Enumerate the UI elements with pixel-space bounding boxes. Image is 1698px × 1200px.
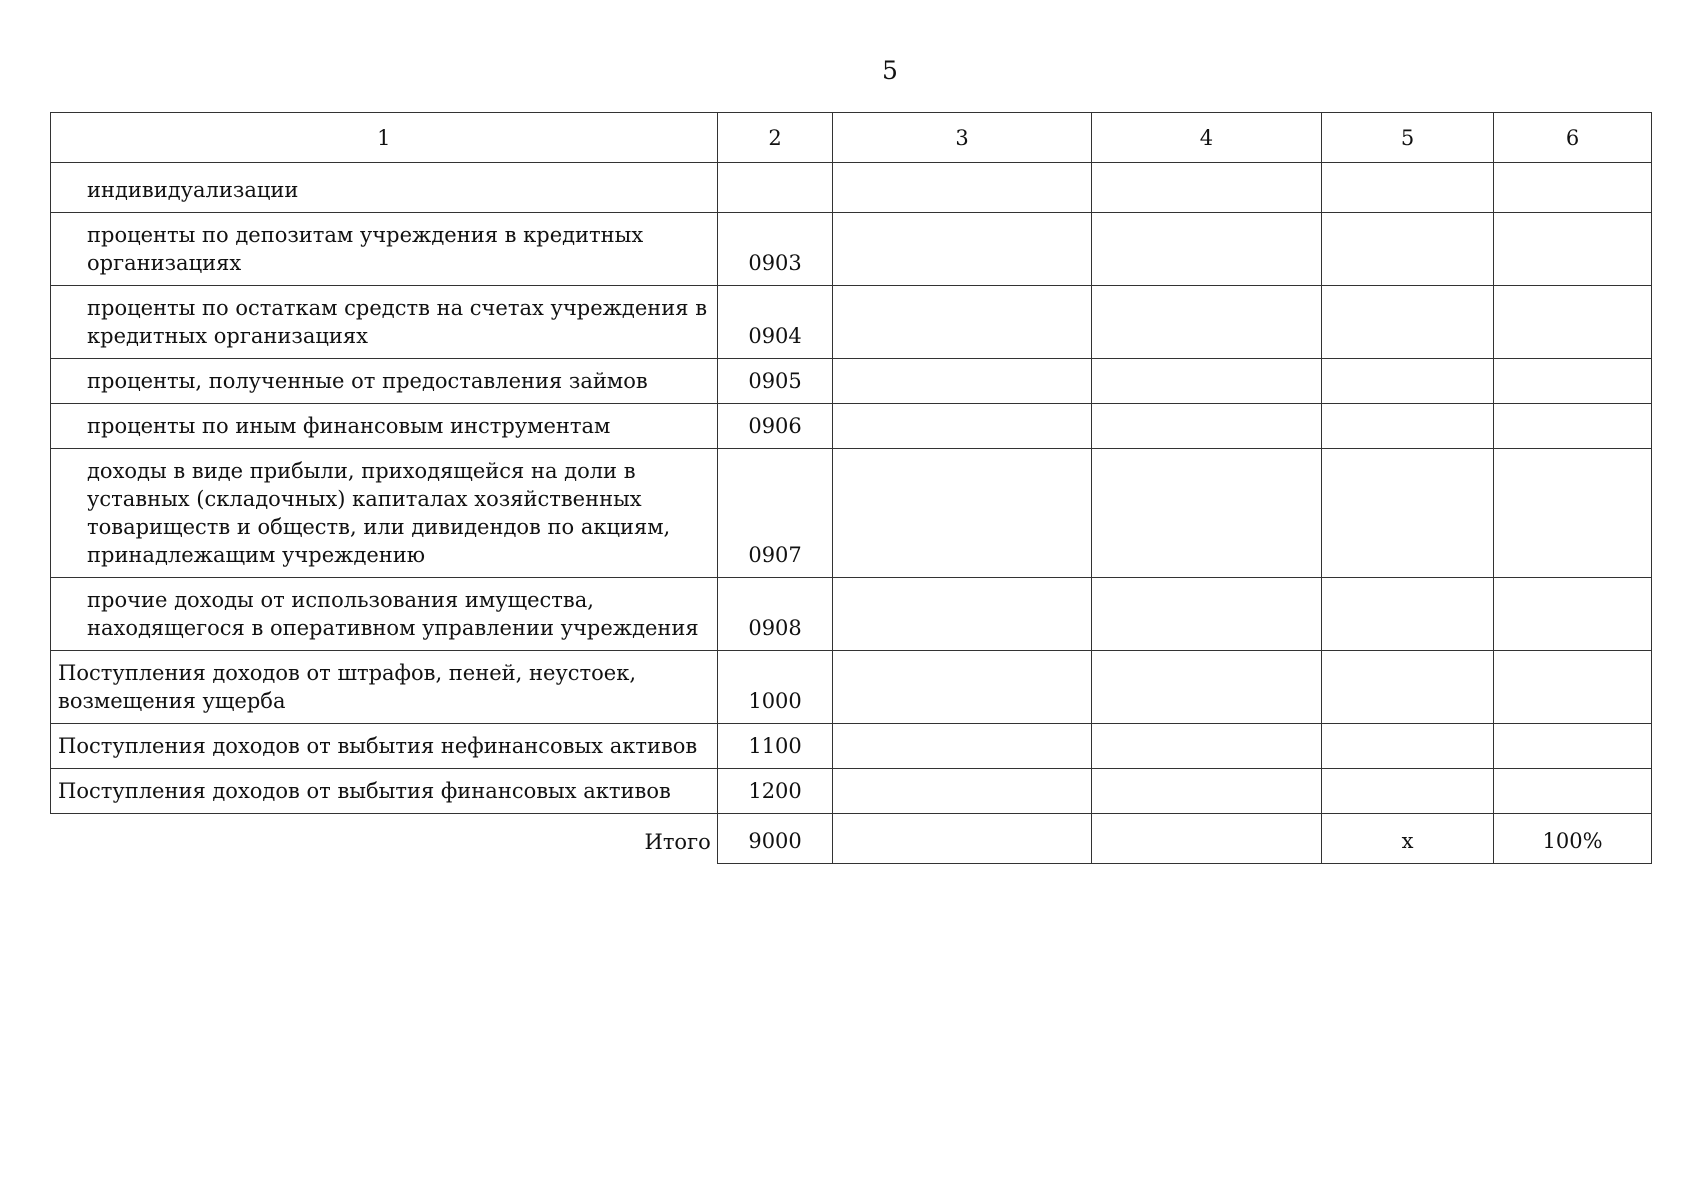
table-cell: [833, 359, 1091, 404]
table-cell: [1091, 163, 1321, 213]
table-cell: [1322, 724, 1494, 769]
table-cell: [1322, 578, 1494, 651]
row-code: [717, 163, 833, 213]
table-cell: [1322, 213, 1494, 286]
row-label: индивидуализации: [51, 163, 718, 213]
table-cell: [1322, 286, 1494, 359]
table-cell: [833, 578, 1091, 651]
table-cell: [1091, 359, 1321, 404]
row-code: 0906: [717, 404, 833, 449]
table-cell: [1494, 359, 1652, 404]
table-cell: [1494, 213, 1652, 286]
table-row: [51, 286, 1652, 359]
table-cell: [833, 814, 1091, 864]
table-cell: [1494, 163, 1652, 213]
table-cell: [1322, 404, 1494, 449]
table-header-row: [51, 113, 1652, 163]
table-row: [51, 359, 1652, 404]
table-row: [51, 449, 1652, 578]
total-label: Итого: [644, 829, 711, 854]
row-label: доходы в виде прибыли, приходящейся на доли в уставных (складочных) капиталах хозяйственных товариществ и обществ, или дивидендов по акциям, принадлежащим учреждению: [51, 449, 718, 578]
table-cell: [833, 286, 1091, 359]
column-header: 1: [51, 113, 718, 163]
total-code: 9000: [717, 814, 833, 864]
row-label: проценты по иным финансовым инструментам: [51, 404, 718, 449]
income-table: [50, 112, 1652, 864]
table-cell: [833, 213, 1091, 286]
row-code: 0905: [717, 359, 833, 404]
table-cell: [833, 163, 1091, 213]
table-row: [51, 213, 1652, 286]
table-cell: [1322, 359, 1494, 404]
row-code: 0908: [717, 578, 833, 651]
table-cell: [833, 724, 1091, 769]
table-cell: [833, 651, 1091, 724]
column-header: 2: [717, 113, 833, 163]
column-header: 4: [1091, 113, 1321, 163]
row-code: 1200: [717, 769, 833, 814]
table-cell: [1494, 578, 1652, 651]
row-label: Поступления доходов от выбытия нефинансовых активов: [51, 724, 718, 769]
row-label: Поступления доходов от выбытия финансовых активов: [51, 769, 718, 814]
table-row: [51, 578, 1652, 651]
table-cell: [1091, 213, 1321, 286]
column-header: 3: [833, 113, 1091, 163]
table-cell: [1494, 769, 1652, 814]
table-cell: [1494, 449, 1652, 578]
table-cell: [1091, 449, 1321, 578]
table-cell: [1322, 769, 1494, 814]
table-cell: [1091, 724, 1321, 769]
table-cell: [1091, 286, 1321, 359]
table-cell: [1322, 651, 1494, 724]
table-cell: [1322, 163, 1494, 213]
table-cell: [1091, 404, 1321, 449]
row-code: 1000: [717, 651, 833, 724]
table-cell: [1494, 404, 1652, 449]
table-cell: [1091, 769, 1321, 814]
table-cell: [1091, 814, 1321, 864]
table-cell: [833, 404, 1091, 449]
row-code: 1100: [717, 724, 833, 769]
table-row: [51, 769, 1652, 814]
table-cell: [1494, 286, 1652, 359]
table-cell: [1091, 651, 1321, 724]
row-label: проценты по депозитам учреждения в кредитных организациях: [51, 213, 718, 286]
row-label: проценты по остаткам средств на счетах учреждения в кредитных организациях: [51, 286, 718, 359]
row-label: прочие доходы от использования имущества, находящегося в оперативном управлении учреждения: [51, 578, 718, 651]
total-row: [51, 814, 1652, 864]
table-row: [51, 163, 1652, 213]
column-header: 6: [1494, 113, 1652, 163]
table-row: [51, 724, 1652, 769]
row-code: 0903: [717, 213, 833, 286]
table-cell: [833, 449, 1091, 578]
table-row: [51, 404, 1652, 449]
table-cell: [833, 769, 1091, 814]
column-header: 5: [1322, 113, 1494, 163]
table-cell: [1091, 578, 1321, 651]
table-cell: [1322, 449, 1494, 578]
row-code: 0904: [717, 286, 833, 359]
row-label: Поступления доходов от штрафов, пеней, неустоек, возмещения ущерба: [51, 651, 718, 724]
row-code: 0907: [717, 449, 833, 578]
page-number: 5: [882, 56, 898, 85]
total-col5: x: [1322, 814, 1494, 864]
row-label: проценты, полученные от предоставления займов: [51, 359, 718, 404]
table-cell: [1494, 724, 1652, 769]
table-row: [51, 651, 1652, 724]
total-percent: 100%: [1494, 814, 1652, 864]
table-cell: [1494, 651, 1652, 724]
